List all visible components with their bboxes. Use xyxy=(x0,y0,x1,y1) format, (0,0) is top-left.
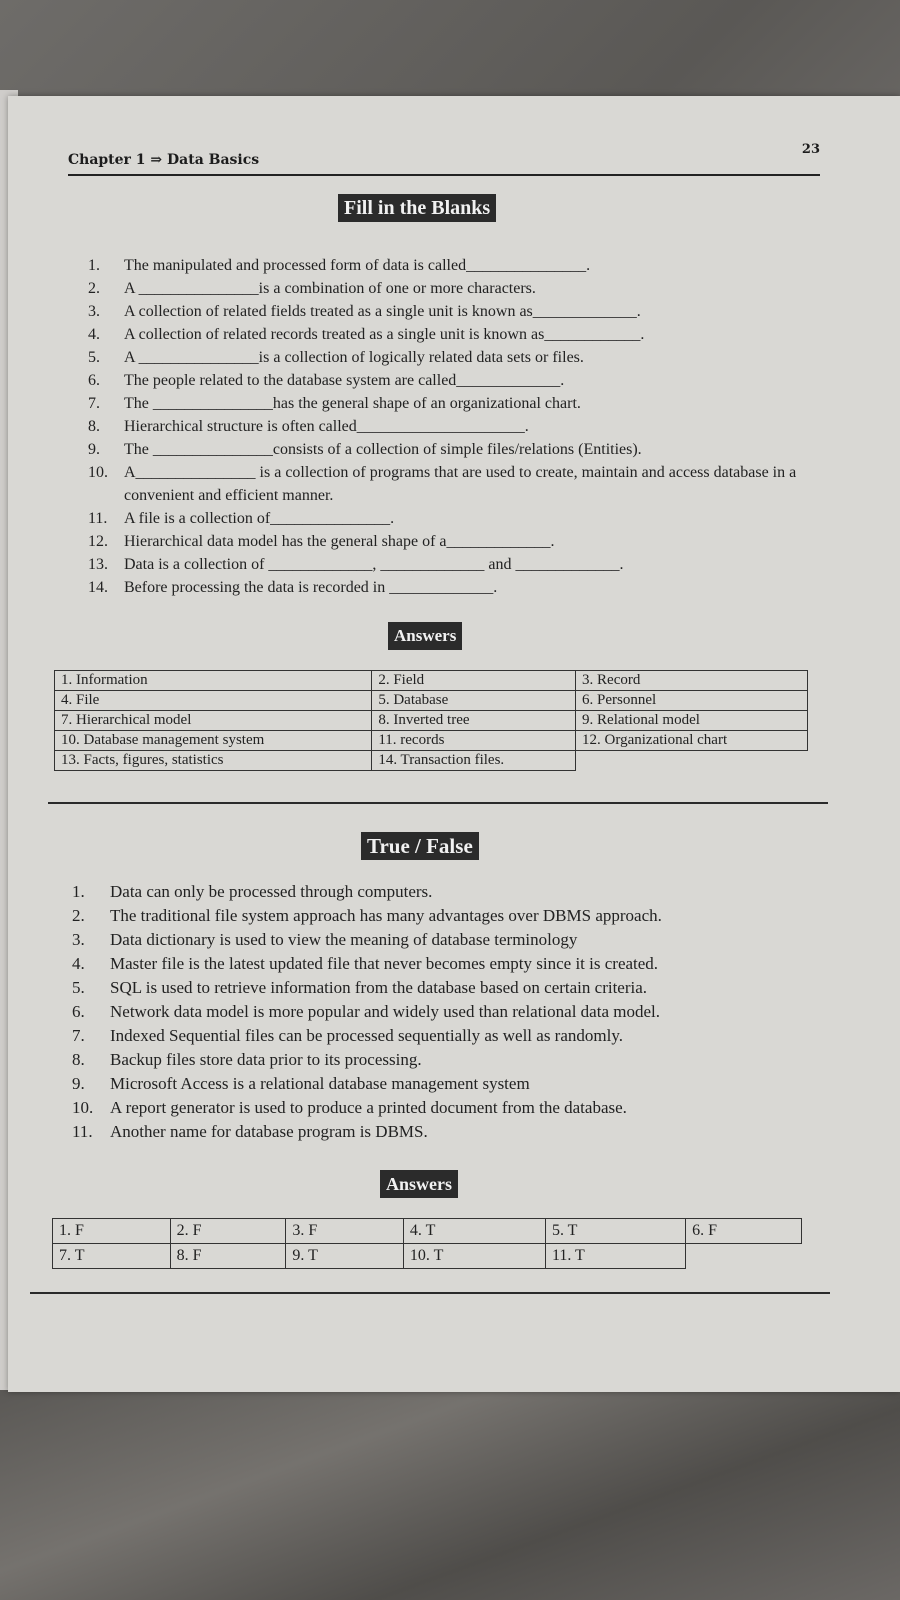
item-number: 2. xyxy=(88,280,100,297)
fill-blank-item xyxy=(88,576,828,599)
item-text: The _______________consists of a collection of simple files/relations (Entities). xyxy=(124,441,642,458)
item-text: The traditional file system approach has many advantages over DBMS approach. xyxy=(110,906,662,925)
answer-cell: 1. F xyxy=(53,1219,171,1244)
item-number: 8. xyxy=(88,418,100,435)
item-text: Microsoft Access is a relational database management system xyxy=(110,1074,530,1093)
answer-cell: 8. F xyxy=(170,1244,286,1269)
item-number: 5. xyxy=(88,349,100,366)
fill-blank-item xyxy=(88,392,828,415)
answer-row xyxy=(53,1244,802,1269)
fill-blank-item xyxy=(88,530,828,553)
item-number: 3. xyxy=(72,930,85,949)
section-divider xyxy=(48,802,828,804)
fill-blanks-title: Fill in the Blanks xyxy=(338,194,496,222)
fill-blank-item xyxy=(88,300,828,323)
answers-title-2: Answers xyxy=(380,1170,458,1198)
item-number: 5. xyxy=(72,978,85,997)
true-false-item xyxy=(72,1024,852,1048)
answers-title-1: Answers xyxy=(388,622,462,650)
item-number: 12. xyxy=(88,533,108,550)
answer-cell: 2. F xyxy=(170,1219,286,1244)
answer-cell: 6. Personnel xyxy=(576,691,808,711)
item-text: Hierarchical structure is often called_____________________. xyxy=(124,418,529,435)
answer-cell: 3. Record xyxy=(576,671,808,691)
answer-row xyxy=(55,751,808,771)
true-false-title: True / False xyxy=(361,832,479,860)
answer-cell: 8. Inverted tree xyxy=(372,711,576,731)
item-number: 2. xyxy=(72,906,85,925)
item-number: 14. xyxy=(88,579,108,596)
bottom-divider xyxy=(30,1292,830,1294)
item-number: 9. xyxy=(88,441,100,458)
item-text: The manipulated and processed form of data is called_______________. xyxy=(124,257,591,274)
item-number: 11. xyxy=(72,1122,93,1141)
item-text: A file is a collection of_______________. xyxy=(124,510,395,527)
item-number: 9. xyxy=(72,1074,85,1093)
answer-cell: 7. T xyxy=(53,1244,171,1269)
true-false-list xyxy=(72,880,852,1144)
item-text: A report generator is used to produce a printed document from the database. xyxy=(110,1098,627,1117)
chapter-title: Chapter 1 ⇒ Data Basics xyxy=(68,152,260,168)
item-text: Data is a collection of _____________, _____________ and _____________. xyxy=(124,556,624,573)
fill-blank-item xyxy=(88,323,828,346)
item-number: 4. xyxy=(72,954,85,973)
answer-cell: 5. T xyxy=(545,1219,685,1244)
fill-blank-item xyxy=(88,277,828,300)
item-text: Indexed Sequential files can be processed sequentially as well as randomly. xyxy=(110,1026,623,1045)
fill-blank-item xyxy=(88,254,828,277)
background-surface xyxy=(0,1380,900,1600)
fill-blank-item xyxy=(88,415,828,438)
answer-cell: 11. T xyxy=(545,1244,685,1269)
item-text: Network data model is more popular and widely used than relational data model. xyxy=(110,1002,660,1021)
true-false-item xyxy=(72,904,852,928)
true-false-item xyxy=(72,976,852,1000)
answer-cell: 7. Hierarchical model xyxy=(55,711,372,731)
fill-blank-item xyxy=(88,507,828,530)
item-number: 6. xyxy=(72,1002,85,1021)
answer-cell: 3. F xyxy=(286,1219,404,1244)
item-number: 3. xyxy=(88,303,100,320)
answer-cell: 12. Organizational chart xyxy=(576,731,808,751)
item-text: A _______________is a collection of logically related data sets or files. xyxy=(124,349,584,366)
item-text: A collection of related fields treated as a single unit is known as_____________. xyxy=(124,303,641,320)
answer-cell: 6. F xyxy=(686,1219,802,1244)
answer-cell: 4. File xyxy=(55,691,372,711)
answer-cell: 11. records xyxy=(372,731,576,751)
item-text: Data dictionary is used to view the meaning of database terminology xyxy=(110,930,578,949)
item-text: Before processing the data is recorded in _____________. xyxy=(124,579,498,596)
item-text: Data can only be processed through computers. xyxy=(110,882,433,901)
fill-blank-item xyxy=(88,553,828,576)
fill-blank-item xyxy=(88,461,828,507)
true-false-item xyxy=(72,952,852,976)
item-text: Master file is the latest updated file that never becomes empty since it is created. xyxy=(110,954,659,973)
item-number: 8. xyxy=(72,1050,85,1069)
item-text: A_______________ is a collection of programs that are used to create, maintain and access database in a convenient and efficient manner. xyxy=(124,464,797,504)
answer-cell xyxy=(576,751,808,771)
item-number: 11. xyxy=(88,510,108,527)
answer-cell: 14. Transaction files. xyxy=(372,751,576,771)
answer-cell: 1. Information xyxy=(55,671,372,691)
true-false-item xyxy=(72,1120,852,1144)
true-false-item xyxy=(72,1048,852,1072)
answer-cell: 4. T xyxy=(403,1219,545,1244)
item-text: Backup files store data prior to its processing. xyxy=(110,1050,422,1069)
answer-cell xyxy=(686,1244,802,1269)
answer-row xyxy=(55,691,808,711)
fill-blank-item xyxy=(88,346,828,369)
item-text: Hierarchical data model has the general shape of a_____________. xyxy=(124,533,555,550)
true-false-item xyxy=(72,928,852,952)
answer-row xyxy=(55,711,808,731)
answer-cell: 2. Field xyxy=(372,671,576,691)
item-text: The people related to the database system are called_____________. xyxy=(124,372,565,389)
item-text: SQL is used to retrieve information from the database based on certain criteria. xyxy=(110,978,648,997)
item-number: 1. xyxy=(88,257,100,274)
true-false-item xyxy=(72,1072,852,1096)
answer-cell: 9. Relational model xyxy=(576,711,808,731)
item-text: Another name for database program is DBMS. xyxy=(110,1122,428,1141)
item-number: 7. xyxy=(72,1026,85,1045)
answer-cell: 10. Database management system xyxy=(55,731,372,751)
answer-row xyxy=(55,731,808,751)
item-number: 6. xyxy=(88,372,100,389)
true-false-item xyxy=(72,1000,852,1024)
fill-blank-item xyxy=(88,438,828,461)
item-text: A _______________is a combination of one or more characters. xyxy=(124,280,536,297)
page-number: 23 xyxy=(801,142,820,157)
true-false-item xyxy=(72,880,852,904)
book-page xyxy=(8,96,900,1392)
page-header xyxy=(68,142,820,176)
answer-row xyxy=(55,671,808,691)
answer-cell: 5. Database xyxy=(372,691,576,711)
answers-table-true-false xyxy=(52,1218,802,1269)
fill-blank-item xyxy=(88,369,828,392)
item-number: 7. xyxy=(88,395,100,412)
true-false-item xyxy=(72,1096,852,1120)
item-number: 1. xyxy=(72,882,85,901)
item-number: 10. xyxy=(88,464,108,481)
answers-table-fill-blanks xyxy=(54,670,808,771)
answer-cell: 9. T xyxy=(286,1244,404,1269)
answer-row xyxy=(53,1219,802,1244)
fill-blanks-list xyxy=(88,254,828,599)
item-number: 4. xyxy=(88,326,100,343)
item-text: A collection of related records treated as a single unit is known as____________. xyxy=(124,326,645,343)
answer-cell: 13. Facts, figures, statistics xyxy=(55,751,372,771)
item-text: The _______________has the general shape of an organizational chart. xyxy=(124,395,581,412)
item-number: 10. xyxy=(72,1098,94,1117)
item-number: 13. xyxy=(88,556,108,573)
answer-cell: 10. T xyxy=(403,1244,545,1269)
